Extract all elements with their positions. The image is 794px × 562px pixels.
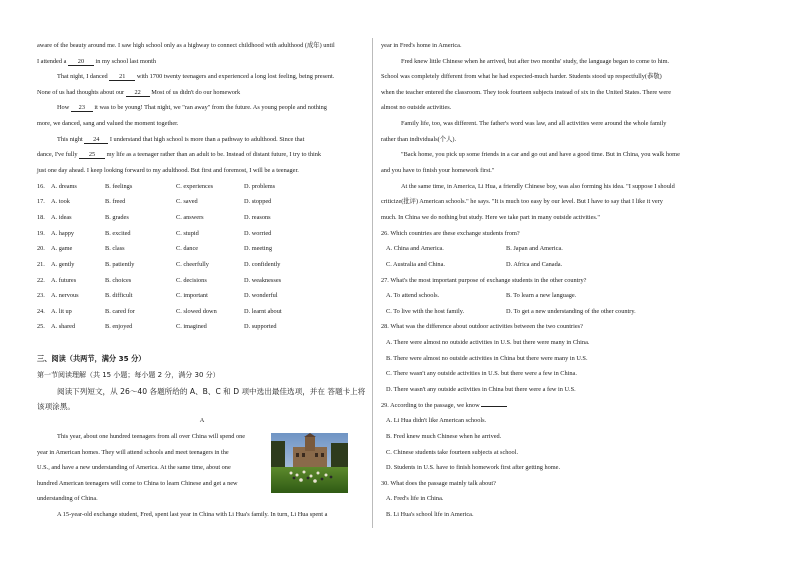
text-line: just one day ahead. I keep looking forward to my adulthood. But first and foremost, I will be a teenager.	[37, 167, 299, 174]
text-line: and you have to finish your homework first."	[381, 167, 495, 174]
section-title: 三、阅读（共两节，满分 35 分）	[37, 354, 146, 363]
option-a: A. nervous	[51, 292, 79, 299]
option-26c: C. Australia and China.	[386, 261, 445, 268]
text-line	[37, 105, 327, 112]
option-a: A. took	[51, 198, 70, 205]
option-28b: B. There were almost no outside activities in China but there were many in U.S.	[386, 355, 588, 362]
option-b: B. class	[105, 245, 125, 252]
question-27: 27. What's the most important purpose of exchange students in the other country?	[381, 277, 587, 284]
question-29-text: 29. According to the passage, we know	[381, 402, 480, 409]
text-fragment: Most of us didn't do our homework	[151, 89, 241, 96]
option-d: D. confidently	[244, 261, 281, 268]
text-fragment: with 1700 twenty teenagers and experienced a long lost feeling, being present.	[136, 73, 335, 80]
option-28c: C. There wasn't any outside activities in U.S. but there were a few in China.	[386, 370, 577, 377]
option-27a: A. To attend schools.	[386, 292, 440, 299]
passage-line: U.S., and have a new understanding of America. At the same time, about one	[37, 464, 231, 471]
text-fragment: I understand that high school is more than a pathway to adulthood. Since that	[109, 136, 305, 143]
option-c: C. cheerfully	[176, 261, 209, 268]
text-line: almost no outside activities.	[381, 104, 452, 111]
option-b: B. excited	[105, 230, 131, 237]
option-d: D. wonderful	[244, 292, 278, 299]
text-fragment: That night, I danced	[57, 73, 108, 80]
text-line: year in Fred's home in America.	[381, 42, 462, 49]
option-c: C. decisions	[176, 277, 207, 284]
option-30a: A. Fred's life in China.	[386, 495, 444, 502]
text-line: aware of the beauty around me. I saw high school only as a highway to connect childhood with adulthood (成年) until	[37, 42, 335, 49]
option-29d: D. Students in U.S. have to finish homework first after getting home.	[386, 464, 561, 471]
text-fragment: it was to be young! That night, we "ran away" from the future. As young people and nothing	[94, 104, 327, 111]
option-29b: B. Fred knew much Chinese when he arrived.	[386, 433, 502, 440]
option-c: C. dance	[176, 245, 199, 252]
text-line: Fred knew little Chinese when he arrived, but after two months' study, the language began to come to him.	[401, 58, 670, 65]
option-d: D. problems	[244, 183, 276, 190]
blank-24: 24	[84, 137, 108, 144]
option-b: B. feelings	[105, 183, 133, 190]
column-divider	[372, 38, 373, 528]
passage-line: This year, about one hundred teenagers from all over China will spend one	[57, 433, 246, 440]
question-28: 28. What was the difference about outdoor activities between the two countries?	[381, 323, 583, 330]
option-a: A. lit up	[51, 308, 72, 315]
blank-22: 22	[126, 90, 150, 97]
question-number: 24.	[37, 308, 45, 315]
option-d: D. stopped	[244, 198, 272, 205]
option-c: C. experiences	[176, 183, 214, 190]
option-29a: A. Li Hua didn't like American schools.	[386, 417, 487, 424]
option-27d: D. To get a new understanding of the other country.	[506, 308, 636, 315]
passage-letter: A	[199, 417, 205, 424]
option-c: C. stupid	[176, 230, 199, 237]
text-line	[37, 74, 334, 81]
text-fragment: None of us had thoughts about our	[37, 89, 125, 96]
option-a: A. happy	[51, 230, 75, 237]
option-d: D. weaknesses	[244, 277, 282, 284]
question-number: 16.	[37, 183, 45, 190]
option-a: A. shared	[51, 323, 76, 330]
option-b: B. enjoyed	[105, 323, 133, 330]
option-b: B. freed	[105, 198, 126, 205]
question-number: 23.	[37, 292, 45, 299]
instructions-cont: 该项涂黑。	[37, 402, 75, 411]
option-30b: B. Li Hua's school life in America.	[386, 511, 474, 518]
question-number: 17.	[37, 198, 45, 205]
option-b: B. choices	[105, 277, 132, 284]
blank-23: 23	[71, 105, 93, 112]
question-30: 30. What does the passage mainly talk about?	[381, 480, 496, 487]
option-a: A. dreams	[51, 183, 77, 190]
text-fragment: in my school last month	[95, 58, 157, 65]
option-a: A. game	[51, 245, 73, 252]
text-fragment: This night	[57, 136, 83, 143]
option-26b: B. Japan and America.	[506, 245, 563, 252]
option-27c: C. To live with the host family.	[386, 308, 465, 315]
text-line: when the teacher entered the classroom. They took fourteen subjects instead of six in the United States. There were	[381, 89, 672, 96]
question-number: 21.	[37, 261, 45, 268]
option-b: B. difficult	[105, 292, 133, 299]
option-28d: D. There wasn't any outside activities in China but there were a few in U.S.	[386, 386, 576, 393]
option-b: B. patiently	[105, 261, 135, 268]
passage-line: A 15-year-old exchange student, Fred, spent last year in China with Li Hua's family. In turn, Li Hua spent a	[57, 511, 328, 518]
option-d: D. learnt about	[244, 308, 282, 315]
text-line	[37, 90, 240, 97]
text-line: rather than individuals(个人).	[381, 136, 457, 143]
section-subtitle: 第一节阅读理解（共 15 小题；每小题 2 分，满分 30 分）	[37, 371, 220, 379]
text-line: "Back home, you pick up some friends in a car and go out and have a good time. But in China, you walk home	[401, 151, 680, 158]
text-fragment: I attended a	[37, 58, 67, 65]
question-number: 22.	[37, 277, 45, 284]
text-fragment: How	[57, 104, 70, 111]
blank-20: 20	[68, 59, 94, 66]
text-line	[37, 152, 321, 159]
question-29	[381, 403, 507, 409]
text-line: more, we danced, sang and valued the moment together.	[37, 120, 179, 127]
option-a: A. ideas	[51, 214, 72, 221]
text-line: criticize(批评) American schools." he says. "It is much too easy by our level. But I have to say that I like it very	[381, 198, 663, 205]
text-line	[37, 137, 304, 144]
question-26: 26. Which countries are these exchange students from?	[381, 230, 520, 237]
text-line: At the same time, in America, Li Hua, a friendly Chinese boy, was also forming his idea. "I suppose I should	[401, 183, 675, 190]
option-26a: A. China and America.	[386, 245, 444, 252]
blank-25: 25	[79, 152, 105, 159]
campus-photo-image	[271, 433, 348, 493]
option-a: A. gently	[51, 261, 75, 268]
question-number: 18.	[37, 214, 45, 221]
option-c: C. imagined	[176, 323, 207, 330]
option-d: D. supported	[244, 323, 277, 330]
passage-line: year in American homes. They will attend schools and meet teenagers in the	[37, 449, 229, 456]
passage-line: understanding of China.	[37, 495, 98, 502]
option-c: C. answers	[176, 214, 204, 221]
option-c: C. important	[176, 292, 208, 299]
option-d: D. reasons	[244, 214, 271, 221]
option-c: C. slowed down	[176, 308, 217, 315]
option-26d: D. Africa and Canada.	[506, 261, 563, 268]
text-fragment: dance, I've fully	[37, 151, 78, 158]
question-number: 20.	[37, 245, 45, 252]
text-line	[37, 59, 156, 66]
text-line: School was completely different from what he had expected-much harder. Students stood up respectfully(恭敬)	[381, 73, 662, 80]
option-d: D. meeting	[244, 245, 272, 252]
blank-21: 21	[109, 74, 135, 81]
option-b: B. grades	[105, 214, 129, 221]
option-27b: B. To learn a new language.	[506, 292, 577, 299]
passage-line: hundred American teenagers will come to China to learn Chinese and get a new	[37, 480, 238, 487]
text-line: Family life, too, was different. The father's word was law, and all activities were around the whole family	[401, 120, 667, 127]
passage-photo	[271, 433, 348, 493]
text-line: much. In China we do nothing but study. Here we take part in many outside activities."	[381, 214, 601, 221]
option-d: D. worried	[244, 230, 272, 237]
answer-blank	[481, 406, 507, 407]
text-fragment: my life as a teenager rather than an adult to be. Instead of distant future, I try to think	[106, 151, 322, 158]
instructions: 阅读下列短文，从 26～40 各题所给的 A、B、C 和 D 项中选出最佳选项，并在 答题卡上将	[57, 387, 366, 396]
option-a: A. futures	[51, 277, 77, 284]
question-number: 25.	[37, 323, 45, 330]
option-29c: C. Chinese students take fourteen subjects at school.	[386, 449, 519, 456]
question-number: 19.	[37, 230, 45, 237]
option-28a: A. There were almost no outside activities in U.S. but there were many in China.	[386, 339, 590, 346]
option-b: B. cared for	[105, 308, 135, 315]
option-c: C. saved	[176, 198, 198, 205]
